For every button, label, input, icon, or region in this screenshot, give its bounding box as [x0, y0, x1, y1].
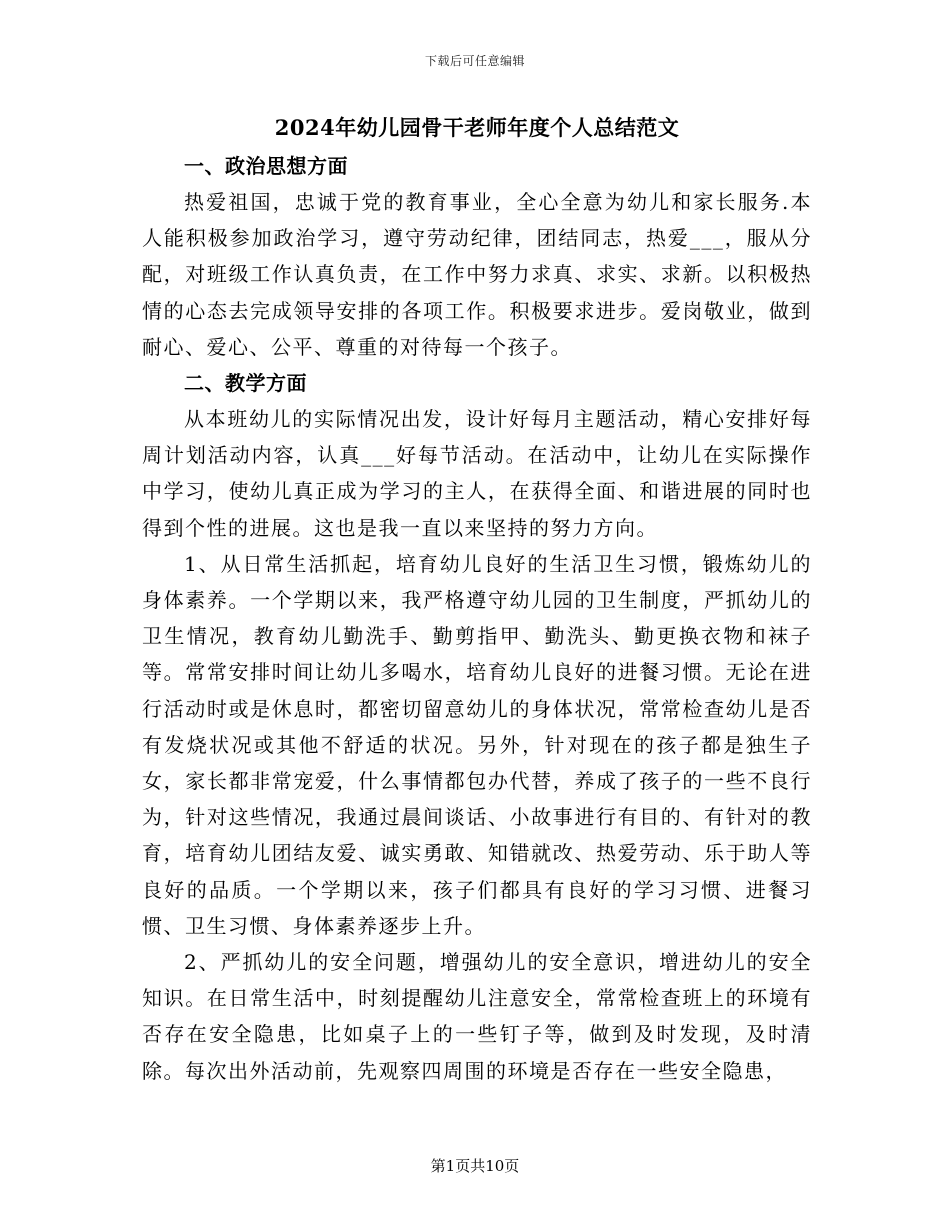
section-heading-teaching: 二、教学方面: [184, 371, 307, 396]
paragraph: 热爱祖国，忠诚于党的教育事业，全心全意为幼儿和家长服务.本人能积极参加政治学习，遵守劳动纪律，团结同志，热爱___，服从分配，对班级工作认真负责，在工作中努力求真、求实、求新。以积极热情的心态去完成领导安排的各项工作。积极要求进步。爱岗敬业，做到耐心、爱心、公平、尊重的对待每一个孩子。: [142, 190, 812, 359]
paragraph: 从本班幼儿的实际情况出发，设计好每月主题活动，精心安排好每周计划活动内容，认真___好每节活动。在活动中，让幼儿在实际操作中学习，使幼儿真正成为学习的主人，在获得全面、和谐进展的同时也得到个性的进展。这也是我一直以来坚持的努力方向。: [142, 407, 812, 540]
header-note: 下载后可任意编辑: [424, 54, 525, 68]
document-title: 2024年幼儿园骨干老师年度个人总结范文: [274, 115, 680, 140]
section-heading-politics: 一、政治思想方面: [184, 154, 348, 178]
paragraph: 1、从日常生活抓起，培育幼儿良好的生活卫生习惯，锻炼幼儿的身体素养。一个学期以来，我严格遵守幼儿园的卫生制度，严抓幼儿的卫生情况，教育幼儿勤洗手、勤剪指甲、勤洗头、勤更换衣物和袜子等。常常安排时间让幼儿多喝水，培育幼儿良好的进餐习惯。无论在进行活动时或是休息时，都密切留意幼儿的身体状况，常常检查幼儿是否有发烧状况或其他不舒适的状况。另外，针对现在的孩子都是独生子女，家长都非常宠爱，什么事情都包办代替，养成了孩子的一些不良行为，针对这些情况，我通过晨间谈话、小故事进行有目的、有针对的教育，培育幼儿团结友爱、诚实勇敢、知错就改、热爱劳动、乐于助人等良好的品质。一个学期以来，孩子们都具有良好的学习习惯、进餐习惯、卫生习惯、身体素养逐步上升。: [142, 551, 812, 938]
page-footer: 第1页共10页: [430, 1157, 520, 1175]
paragraph: 2、严抓幼儿的安全问题，增强幼儿的安全意识，增进幼儿的安全知识。在日常生活中，时刻提醒幼儿注意安全，常常检查班上的环境有否存在安全隐患，比如桌子上的一些钉子等，做到及时发现，及时清除。每次出外活动前，先观察四周围的环境是否存在一些安全隐患，: [142, 950, 812, 1083]
document-body: [142, 108, 812, 1089]
